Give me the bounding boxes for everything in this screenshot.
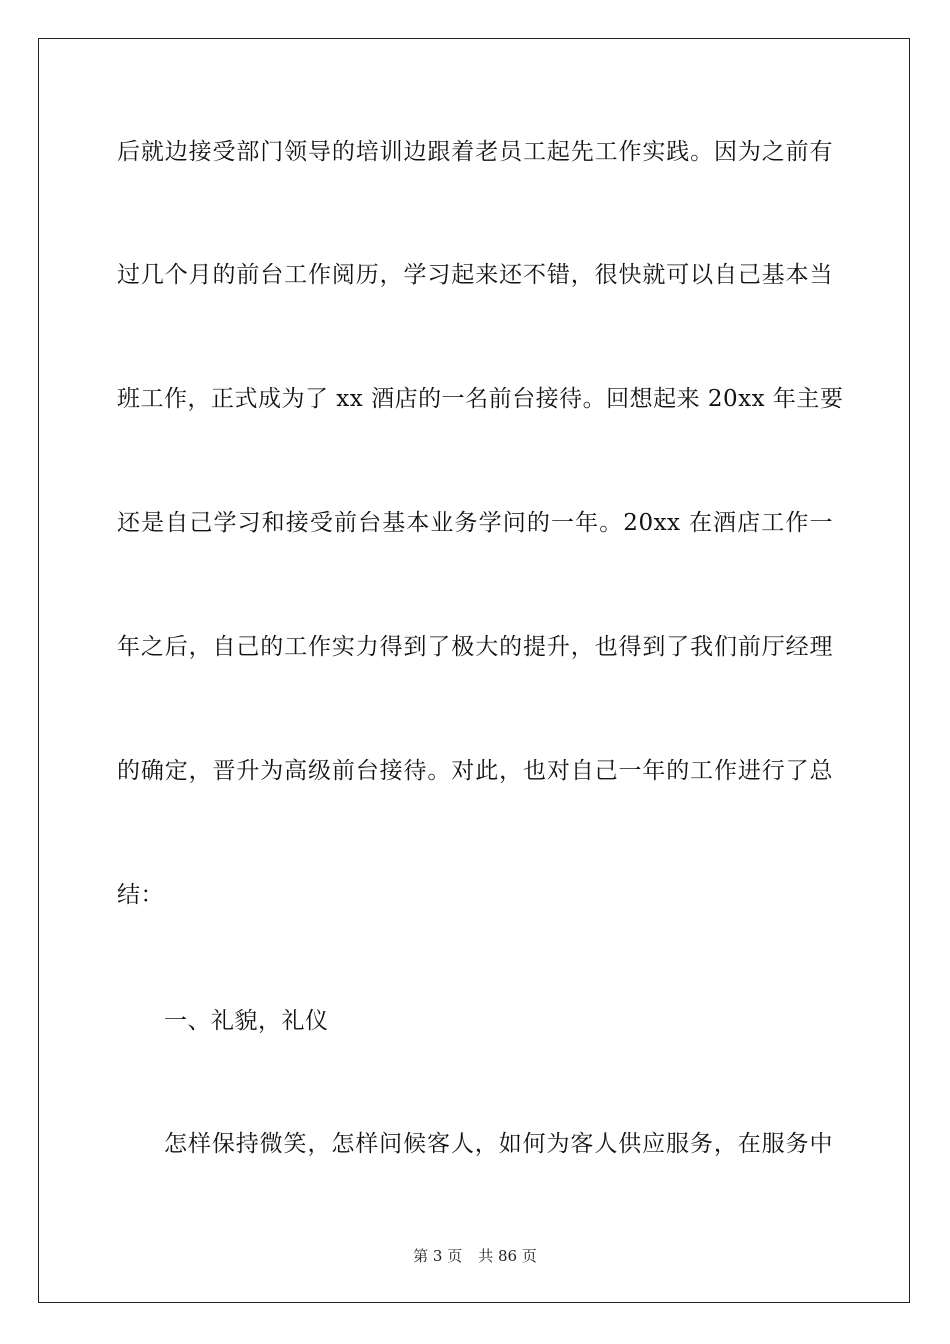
body-text-line: 年之后，自己的工作实力得到了极大的提升，也得到了我们前厅经理 — [117, 634, 833, 660]
page-number: 第 3 页 — [413, 1247, 463, 1265]
body-text-line: 过几个月的前台工作阅历，学习起来还不错，很快就可以自己基本当 — [117, 262, 833, 288]
body-text-line: 还是自己学习和接受前台基本业务学问的一年。20xx 在酒店工作一 — [117, 510, 833, 536]
section-heading: 一、礼貌，礼仪 — [164, 1008, 329, 1034]
body-text-line: 后就边接受部门领导的培训边跟着老员工起先工作实践。因为之前有 — [117, 139, 833, 165]
page-border — [38, 38, 910, 1303]
body-text-line: 怎样保持微笑，怎样问候客人，如何为客人供应服务，在服务中 — [164, 1131, 833, 1157]
page-footer — [0, 1246, 950, 1266]
body-text-line: 的确定，晋升为高级前台接待。对此，也对自己一年的工作进行了总 — [117, 758, 833, 784]
body-text-line: 结： — [117, 882, 164, 908]
body-text-line: 班工作，正式成为了 xx 酒店的一名前台接待。回想起来 20xx 年主要 — [117, 386, 844, 412]
total-pages: 共 86 页 — [478, 1247, 537, 1265]
